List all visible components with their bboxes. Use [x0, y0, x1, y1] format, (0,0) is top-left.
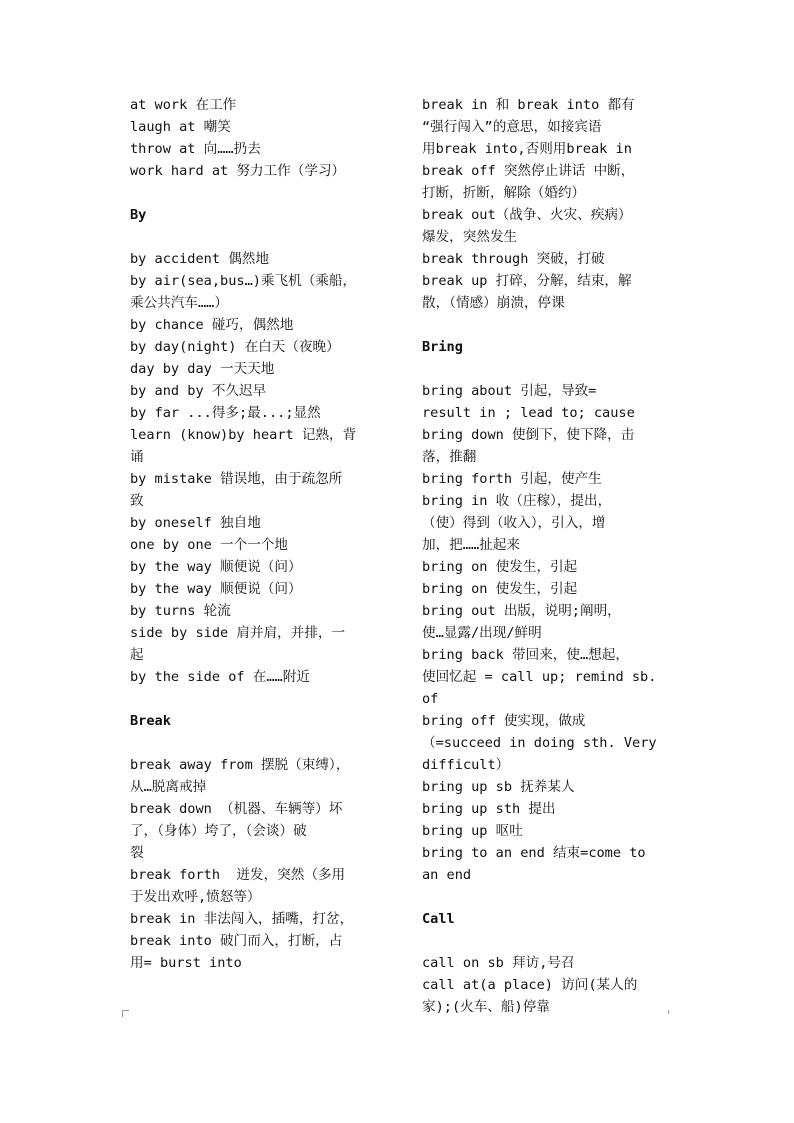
text-line: by and by 不久迟早 [130, 383, 267, 399]
text-line: 用= burst into [130, 955, 242, 971]
text-line: laugh at 嘲笑 [130, 119, 231, 135]
blank-line [130, 688, 380, 710]
text-line: by oneself 独自地 [130, 515, 261, 531]
text-line: result in ; lead to; cause [422, 405, 635, 421]
text-line: break forth 迸发，突然（多用 [130, 867, 346, 883]
text-line: by far ...得多;最...;显然 [130, 405, 321, 421]
text-line: （=succeed in doing sth. Very [422, 735, 657, 751]
text-line: 落，推翻 [422, 449, 477, 465]
text-line: break up 打碎，分解，结束，解 [422, 273, 632, 289]
section-heading: By [130, 207, 147, 223]
section-heading: Bring [422, 339, 463, 355]
text-line: 裂 [130, 845, 144, 861]
text-line: bring off 使实现，做成 [422, 713, 586, 729]
text-line: by mistake 错误地，由于疏忽所 [130, 471, 343, 487]
text-line: call at(a place) 访问(某人的 [422, 977, 638, 993]
text-line: 散，（情感）崩溃，停课 [422, 295, 565, 311]
text-line: bring in 收（庄稼），提出， [422, 493, 612, 509]
left-column [130, 94, 380, 974]
text-line: 了，（身体）垮了，（会谈）破 [130, 823, 307, 839]
text-line: bring on 使发生，引起 [422, 581, 578, 597]
text-line: of [422, 691, 439, 707]
text-line: 家);(火车、船)停靠 [422, 999, 550, 1015]
text-line: break through 突破，打破 [422, 251, 605, 267]
text-line: break in 非法闯入，插嘴，打岔， [130, 911, 354, 927]
blank-line [422, 314, 674, 336]
text-line: “强行闯入”的意思，如接宾语 [422, 119, 602, 135]
blank-line [422, 930, 674, 952]
text-line: break in 和 break into 都有 [422, 97, 635, 113]
text-line: 于发出欢呼,愤怒等） [130, 889, 261, 905]
section-heading: Call [422, 911, 455, 927]
text-line: bring forth 引起，使产生 [422, 471, 602, 487]
text-line: 打断，折断，解除（婚约） [422, 185, 586, 201]
text-line: break away from 摆脱（束缚）， [130, 757, 350, 773]
text-line: work hard at 努力工作（学习） [130, 163, 346, 179]
text-line: by accident 偶然地 [130, 251, 269, 267]
text-line: difficult） [422, 757, 510, 773]
text-line: 用break into,否则用break in [422, 141, 632, 157]
blank-line [422, 886, 674, 908]
text-line: （使）得到（收入），引入，增 [422, 515, 606, 531]
text-line: an end [422, 867, 472, 883]
text-line: throw at 向……扔去 [130, 141, 261, 157]
right-column [422, 94, 674, 1018]
text-line: by turns 轮流 [130, 603, 231, 619]
text-line: bring up 呕吐 [422, 823, 523, 839]
blank-line [422, 358, 674, 380]
blank-line [130, 732, 380, 754]
page-corner-mark-right [668, 1010, 675, 1014]
text-line: break out（战争、火灾、疾病） [422, 207, 632, 223]
text-line: day by day 一天天地 [130, 361, 275, 377]
text-line: by the way 顺便说（问） [130, 559, 302, 575]
text-line: bring on 使发生，引起 [422, 559, 578, 575]
text-line: call on sb 拜访,号召 [422, 955, 575, 971]
text-line: break off 突然停止讲话 中断， [422, 163, 635, 179]
text-line: bring to an end 结束=come to [422, 845, 646, 861]
text-line: side by side 肩并肩，并排，一 [130, 625, 346, 641]
text-line: bring down 使倒下，使下降，击 [422, 427, 635, 443]
text-line: by day(night) 在白天（夜晚） [130, 339, 340, 355]
text-line: break into 破门而入，打断，占 [130, 933, 343, 949]
text-line: at work 在工作 [130, 97, 237, 113]
text-line: 使回忆起 = call up; remind sb. [422, 669, 657, 685]
page-corner-mark-left [122, 1010, 129, 1017]
text-line: 从…脱离戒掉 [130, 779, 207, 795]
text-line: by chance 碰巧，偶然地 [130, 317, 294, 333]
text-line: bring up sth 提出 [422, 801, 556, 817]
text-line: learn (know)by heart 记熟，背 [130, 427, 357, 443]
blank-line [130, 182, 380, 204]
text-line: bring up sb 抚养某人 [422, 779, 575, 795]
text-line: 乘公共汽车……） [130, 295, 228, 311]
section-heading: Break [130, 713, 171, 729]
text-line: by the side of 在……附近 [130, 669, 310, 685]
text-line: 致 [130, 493, 144, 509]
text-line: by air(sea,bus…)乘飞机（乘船， [130, 273, 357, 289]
blank-line [130, 226, 380, 248]
text-line: 爆发，突然发生 [422, 229, 518, 245]
text-line: bring out 出版，说明;阐明， [422, 603, 621, 619]
text-line: 诵 [130, 449, 144, 465]
text-line: one by one 一个一个地 [130, 537, 288, 553]
text-line: 起 [130, 647, 144, 663]
text-line: 加，把……扯起来 [422, 537, 520, 553]
text-line: 使…显露/出现/鲜明 [422, 625, 542, 641]
text-line: bring back 带回来，使…想起， [422, 647, 629, 663]
text-line: break down （机器、车辆等）坏 [130, 801, 343, 817]
text-line: bring about 引起，导致= [422, 383, 597, 399]
text-line: by the way 顺便说（问） [130, 581, 302, 597]
